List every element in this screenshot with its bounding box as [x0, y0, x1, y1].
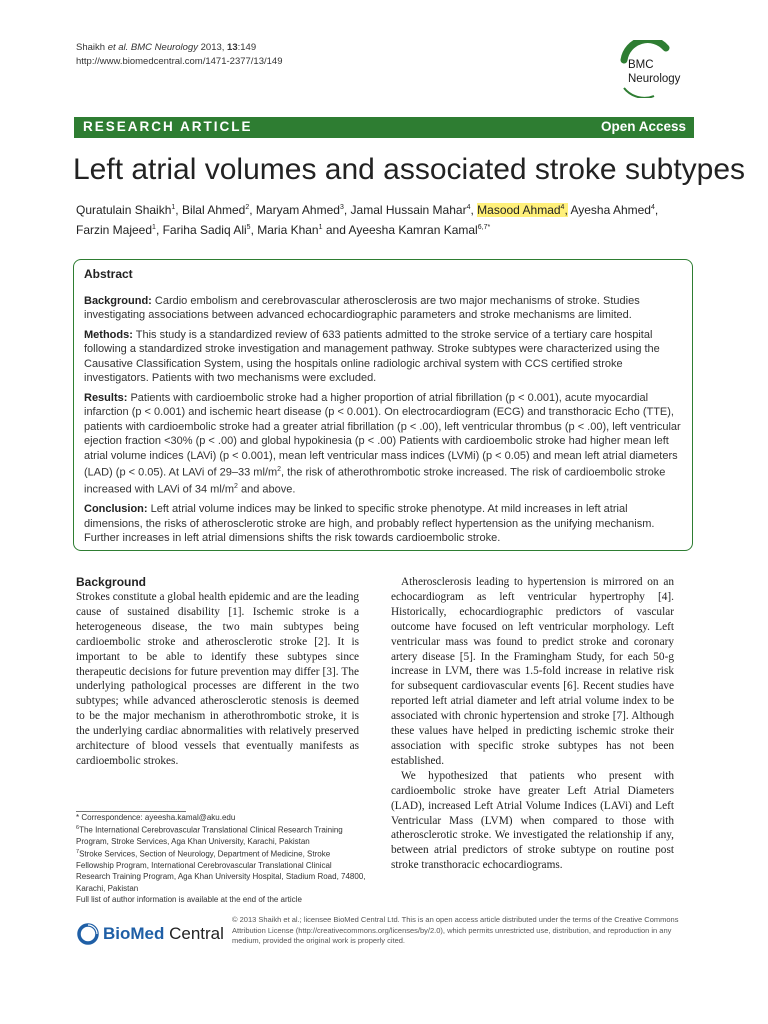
body-paragraph: Atherosclerosis leading to hypertension is mirrored on an echocardiogram as left ventricular hypertrophy [4]. Historically, echocardiographic predictors of vascular outcome have focused on left ventricular morphology. Left ventricular mass was found to predict stroke and coronary artery disease [5]. In the Framingham Study, for each 50-g increase in LVM, there was 1.5-fold increase in relative risk for subsequent cardiovascular events [6]. Recent studies have reported left atrial diameter and left atrial volume index to be associated with chronic hypertension and stroke [7]. Although these values have helped in predicting ischemic stroke their association with specific stroke subtypes has not been established.	[391, 576, 674, 767]
publisher-name: BioMed Central	[103, 924, 224, 943]
article-url-link[interactable]: http://www.biomedcentral.com/1471-2377/13/149	[76, 56, 283, 67]
article-type-label: RESEARCH ARTICLE	[83, 119, 253, 134]
abstract-conclusion: Conclusion: Left atrial volume indices may be linked to specific stroke phenotype. At mild increases in left atrial dimensions, the risks of atherosclerotic stroke are high, and probably reflect hypertension as the unifying mechanism. Further increases in left atrial dimensions shifts the risk towards cardioembolic stroke.	[84, 503, 655, 545]
affiliation-6: $^6$The International Cerebrovascular Translational Clinical Research Training Program, Stroke Services, Aga Khan University, Karachi, Pakistan	[76, 825, 343, 847]
author-list: Quratulain Shaikh$^1$, Bilal Ahmed$^2$, Maryam Ahmed$^3$, Jamal Hussain Mahar$^4$, Masood Ahmad$^4$, Ayesha Ahmed$^4$, Farzin Majeed$^1$, Fariha Sadiq Ali$^5$, Maria Khan$^1$ and Ayeesha Kamran Kamal$^{6,7*}$	[76, 203, 659, 237]
affiliation-7: $^7$Stroke Services, Section of Neurology, Department of Medicine, Stroke Fellowship Program, International Cerebrovascular Translational Clinical Research Training Program, Aga Khan University Hospital, Stadium Road, 74800, Karachi, Pakistan	[76, 849, 366, 893]
author-info-note: Full list of author information is available at the end of the article	[76, 894, 302, 904]
body-paragraph: We hypothesized that patients who present with cardioembolic stroke have greater Left Atrial Diameters (LAD), increased Left Atrial Volume Indices (LAVi) and Left Ventricular Mass (LVM) when compared to those with atherosclerotic stroke. We investigated the relationship if any, between atrial predictors of stroke subtype on routine post stroke transthoracic echocardiograms.	[391, 769, 674, 872]
abstract-box	[73, 259, 693, 551]
open-access-label: Open Access	[600, 119, 686, 134]
section-heading-background: Background	[76, 575, 147, 589]
article-title: Left atrial volumes and associated stroke subtypes	[73, 153, 746, 186]
abstract-results: Results: Patients with cardioembolic stroke had a higher proportion of atrial fibrillation (p < 0.001), acute myocardial infarction (p < 0.001) and ischemic heart disease (p < 0.001). On electrocardiogram (ECG) and transthoracic Echo (TTE), patients with cardioembolic stroke had a greater atrial fibrillation (p < .00), left ventricular thrombus (p < .00), left ventricular ejection fraction <30% (p < .00) and global hypokinesia (p < .00) Patients with cardioembolic stroke had higher mean left atrial volume indices (LAVi) (p < 0.001), mean left ventricular mass indices (LVMi) (p < 0.05) and mean left atrial diameters (LAD) (p < 0.05). At LAVi of 29–33 $ml/m^2$, the risk of atherothrombotic stroke increased. The risk of cardioembolic stroke increased with LAVi of 34 $ml/m^2$ and above.	[84, 391, 681, 496]
footnotes	[76, 812, 366, 905]
abstract-background: Background: Cardio embolism and cerebrovascular atherosclerosis are two major mechanisms of stroke. Studies investigating associations between advanced echocardiographic parameters and stroke mechanisms are limited.	[84, 294, 640, 321]
abstract-heading: Abstract	[84, 267, 133, 281]
body-paragraph: Strokes constitute a global health epidemic and are the leading cause of sustained disability [1]. Ischemic stroke is a heterogeneous disease, the two main subtypes being cardioembolic stroke and atherosclerotic stroke [2]. It is important to be able to identify these subtypes since therapeutic decisions for future prevention may differ [3]. The underlying pathological processes are different in the two subtypes; while advanced atherosclerotic stenosis is deemed to be the major mechanism in atherothrombotic stroke, it is the underlying cardiac abnormalities with relatively preserved architecture of blood vessels that eventually manifests as cardioembolic strokes.	[76, 591, 359, 767]
abstract-methods: Methods: This study is a standardized review of 633 patients admitted to the stroke service of a tertiary care hospital following a standardized stroke investigation and management pathway. Stroke subtypes were characterized using the Causative Classification System, using the hospitals online radiologic archival system with CCS certified stroke investigators. Patients with two mechanisms were excluded.	[84, 328, 660, 384]
biomed-central-logo	[76, 920, 226, 950]
body-right-column	[391, 575, 674, 873]
citation-line: Shaikh et al. BMC Neurology 2013, 13:149	[76, 42, 257, 53]
journal-logo-text: BMC Neurology	[628, 59, 681, 85]
correspondence-email[interactable]: * Correspondence: ayeesha.kamal@aku.edu	[76, 813, 236, 822]
running-header	[76, 41, 283, 69]
license-text: © 2013 Shaikh et al.; licensee BioMed Central Ltd. This is an open access article distributed under the terms of the Creative Commons Attribution License (http://creativecommons.org/licenses/by/2.0), which permits unrestricted use, distribution, and reproduction in any medium, provided the original work is properly cited.	[232, 915, 679, 945]
biomed-central-ring-icon	[76, 922, 100, 946]
body-left-column	[76, 575, 359, 769]
highlighted-author: Masood Ahmad$^4$,	[477, 203, 568, 217]
article-type-banner	[74, 117, 694, 138]
